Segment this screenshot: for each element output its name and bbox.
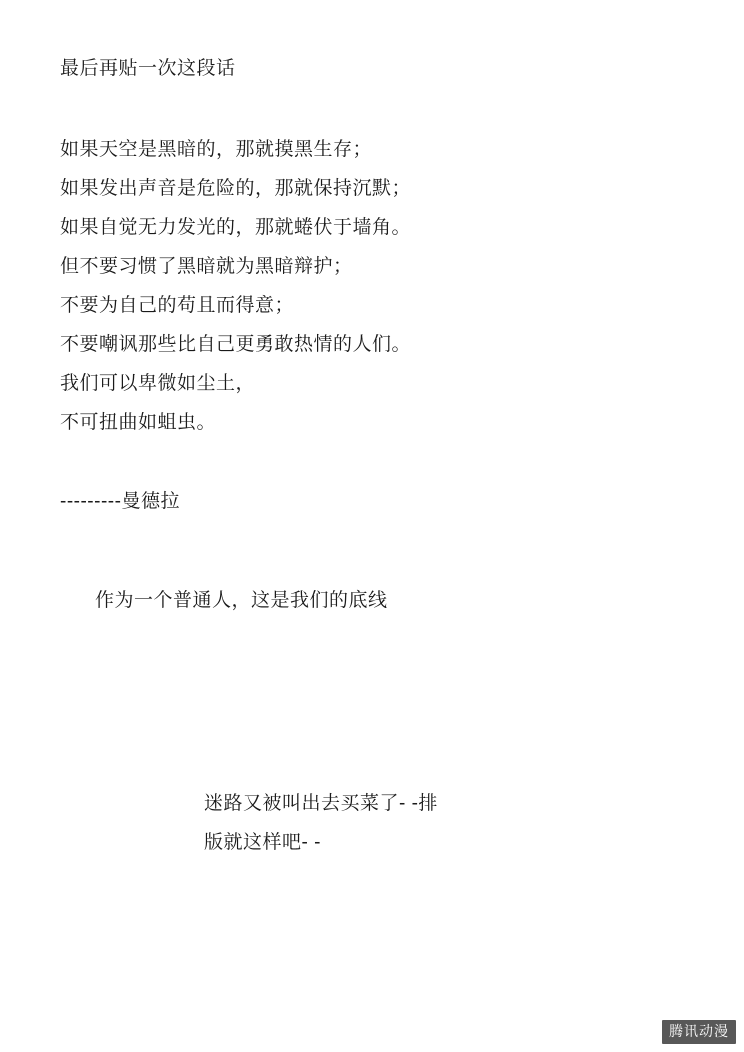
poem-line: 但不要习惯了黑暗就为黑暗辩护； [60,256,353,277]
watermark-badge: 腾讯动漫 [662,1020,736,1044]
poem-block [60,130,411,442]
poem-line: 不要嘲讽那些比自己更勇敢热情的人们。 [60,334,412,355]
author-note-primary: 作为一个普通人，这是我们的底线 [95,590,388,611]
author-note-secondary [204,784,438,862]
author-note-line: 版就这样吧- - [204,832,321,853]
poem-line: 不可扭曲如蛆虫。 [60,412,217,433]
author-note-line: 迷路又被叫出去买菜了- -排 [204,793,438,814]
poem-line: 如果自觉无力发光的，那就蜷伏于墙角。 [60,217,412,238]
page-title: 最后再贴一次这段话 [60,58,236,79]
poem-line: 我们可以卑微如尘土， [60,373,256,394]
poem-attribution: ---------曼德拉 [60,491,180,512]
poem-line: 如果发出声音是危险的，那就保持沉默； [60,178,412,199]
poem-line: 如果天空是黑暗的，那就摸黑生存； [60,139,373,160]
poem-line: 不要为自己的苟且而得意； [60,295,295,316]
